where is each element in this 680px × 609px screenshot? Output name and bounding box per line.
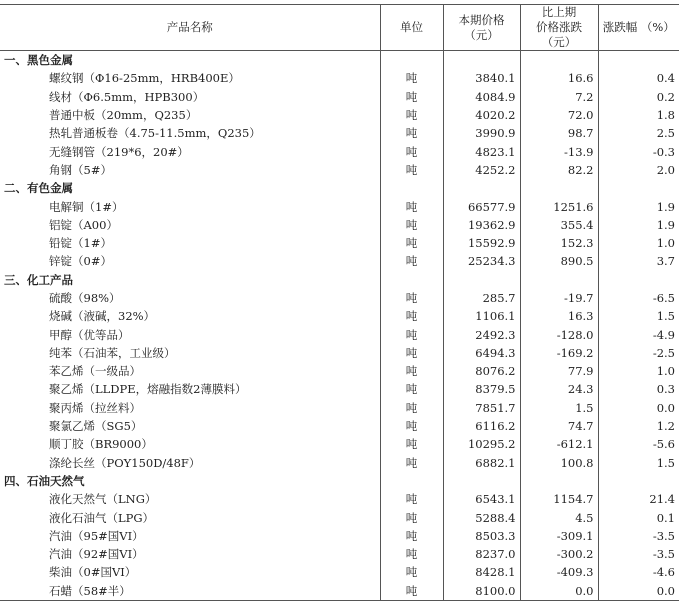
product-name-text: 液化天然气（LNG）	[49, 492, 157, 507]
category-price-cell	[443, 51, 520, 70]
change-percent-cell: 2.5	[598, 124, 679, 142]
category-change-cell	[520, 51, 598, 70]
current-price-cell: 285.7	[443, 289, 520, 307]
product-name-text: 涤纶长丝（POY150D/48F）	[49, 455, 201, 470]
product-name-text: 锌锭（0#）	[49, 254, 112, 269]
product-name	[0, 124, 380, 142]
price-change-cell: -309.1	[520, 527, 598, 545]
table-row	[0, 252, 679, 270]
product-name	[0, 582, 380, 601]
category-price-cell	[443, 472, 520, 490]
table-row	[0, 582, 679, 601]
category-change-cell	[520, 179, 598, 197]
change-percent-cell: 1.5	[598, 307, 679, 325]
price-change-cell: 1.5	[520, 399, 598, 417]
product-name-text: 聚丙烯（拉丝料）	[49, 400, 141, 415]
header-current-price-line2: （元）	[464, 27, 499, 42]
price-change-cell: 890.5	[520, 252, 598, 270]
product-name-text: 顺丁胶（BR9000）	[49, 437, 153, 452]
change-percent-cell: -0.3	[598, 142, 679, 160]
price-change-cell: 100.8	[520, 454, 598, 472]
table-row	[0, 216, 679, 234]
table-row	[0, 142, 679, 160]
current-price-cell: 1106.1	[443, 307, 520, 325]
change-percent-cell: 3.7	[598, 252, 679, 270]
product-name	[0, 161, 380, 179]
category-name	[0, 472, 380, 490]
current-price-cell: 4823.1	[443, 142, 520, 160]
product-name-text: 聚氯乙烯（SG5）	[49, 419, 143, 434]
change-percent-cell: -2.5	[598, 344, 679, 362]
unit-cell: 吨	[380, 88, 443, 106]
category-pct-cell	[598, 271, 679, 289]
category-name-text: 四、石油天然气	[4, 473, 85, 488]
product-name-text: 柴油（0#国VI）	[49, 565, 137, 580]
unit-cell: 吨	[380, 508, 443, 526]
category-unit-cell	[380, 472, 443, 490]
product-name	[0, 325, 380, 343]
unit-cell: 吨	[380, 362, 443, 380]
change-percent-cell: -5.6	[598, 435, 679, 453]
product-name-text: 汽油（95#国VI）	[49, 528, 144, 543]
current-price-cell: 19362.9	[443, 216, 520, 234]
current-price-cell: 6543.1	[443, 490, 520, 508]
table-row	[0, 435, 679, 453]
unit-cell: 吨	[380, 289, 443, 307]
category-name-text: 二、有色金属	[4, 181, 73, 196]
price-change-cell: -13.9	[520, 142, 598, 160]
product-name-text: 无缝钢管（219*6，20#）	[49, 144, 189, 159]
product-name-text: 石蜡（58#半）	[49, 583, 131, 598]
table-row	[0, 234, 679, 252]
category-name-text: 一、黑色金属	[4, 53, 73, 68]
product-name	[0, 289, 380, 307]
table-row	[0, 289, 679, 307]
unit-cell: 吨	[380, 252, 443, 270]
price-change-cell: 16.3	[520, 307, 598, 325]
change-percent-cell: 21.4	[598, 490, 679, 508]
price-change-cell: 24.3	[520, 380, 598, 398]
change-percent-cell: 2.0	[598, 161, 679, 179]
header-price-change-line1: 比上期	[541, 5, 577, 19]
change-percent-cell: 0.0	[598, 399, 679, 417]
current-price-cell: 4084.9	[443, 88, 520, 106]
product-name-text: 线材（Φ6.5mm，HPB300）	[49, 89, 205, 104]
unit-cell: 吨	[380, 545, 443, 563]
unit-cell: 吨	[380, 399, 443, 417]
current-price-cell: 8076.2	[443, 362, 520, 380]
table-row	[0, 362, 679, 380]
change-percent-cell: 0.1	[598, 508, 679, 526]
product-name-text: 电解铜（1#）	[49, 199, 124, 214]
product-name-text: 甲醇（优等品）	[49, 327, 130, 342]
table-row	[0, 563, 679, 581]
product-name	[0, 417, 380, 435]
header-unit	[380, 5, 443, 51]
table-row	[0, 508, 679, 526]
product-name-text: 螺纹钢（Φ16-25mm，HRB400E）	[49, 71, 240, 86]
category-name	[0, 271, 380, 289]
product-name-text: 热轧普通板卷（4.75-11.5mm，Q235）	[49, 126, 261, 141]
unit-cell: 吨	[380, 490, 443, 508]
table-row	[0, 307, 679, 325]
current-price-cell: 4020.2	[443, 106, 520, 124]
category-change-cell	[520, 271, 598, 289]
product-name	[0, 216, 380, 234]
current-price-cell: 15592.9	[443, 234, 520, 252]
header-current-price-line1: 本期价格	[458, 12, 505, 27]
change-percent-cell: 1.9	[598, 197, 679, 215]
unit-cell: 吨	[380, 380, 443, 398]
current-price-cell: 7851.7	[443, 399, 520, 417]
category-unit-cell	[380, 271, 443, 289]
product-name	[0, 527, 380, 545]
product-name-text: 普通中板（20mm，Q235）	[49, 108, 198, 123]
current-price-cell: 8237.0	[443, 545, 520, 563]
change-percent-cell: -3.5	[598, 545, 679, 563]
table-row	[0, 490, 679, 508]
category-change-cell	[520, 472, 598, 490]
category-name	[0, 179, 380, 197]
header-change-percent	[598, 5, 679, 51]
table-row	[0, 545, 679, 563]
current-price-cell: 3840.1	[443, 69, 520, 87]
category-pct-cell	[598, 179, 679, 197]
product-name	[0, 344, 380, 362]
unit-cell: 吨	[380, 106, 443, 124]
price-change-cell: -169.2	[520, 344, 598, 362]
price-change-cell: -128.0	[520, 325, 598, 343]
category-price-cell	[443, 271, 520, 289]
unit-cell: 吨	[380, 417, 443, 435]
product-name	[0, 142, 380, 160]
product-name-text: 铅锭（1#）	[49, 236, 112, 251]
price-change-cell: 98.7	[520, 124, 598, 142]
change-percent-cell: -4.9	[598, 325, 679, 343]
price-change-cell: 355.4	[520, 216, 598, 234]
change-percent-cell: 1.2	[598, 417, 679, 435]
product-name	[0, 88, 380, 106]
table-row	[0, 380, 679, 398]
price-change-cell: 1154.7	[520, 490, 598, 508]
change-percent-cell: 1.0	[598, 234, 679, 252]
product-name	[0, 563, 380, 581]
change-percent-cell: 0.0	[598, 582, 679, 601]
current-price-cell: 8428.1	[443, 563, 520, 581]
table-row	[0, 197, 679, 215]
price-change-cell: -300.2	[520, 545, 598, 563]
product-name	[0, 435, 380, 453]
unit-cell: 吨	[380, 216, 443, 234]
table-row	[0, 399, 679, 417]
unit-cell: 吨	[380, 142, 443, 160]
price-change-cell: 82.2	[520, 161, 598, 179]
change-percent-cell: -6.5	[598, 289, 679, 307]
unit-cell: 吨	[380, 527, 443, 545]
product-name	[0, 307, 380, 325]
product-name-text: 聚乙烯（LLDPE，熔融指数2薄膜料）	[49, 382, 247, 397]
price-change-cell: -19.7	[520, 289, 598, 307]
category-pct-cell	[598, 472, 679, 490]
unit-cell: 吨	[380, 234, 443, 252]
header-price-change-line3: （元）	[541, 35, 577, 49]
table-row	[0, 161, 679, 179]
current-price-cell: 8503.3	[443, 527, 520, 545]
category-row	[0, 179, 679, 197]
product-name-text: 硫酸（98%）	[49, 291, 121, 305]
price-change-cell: 1251.6	[520, 197, 598, 215]
category-row	[0, 51, 679, 70]
unit-cell: 吨	[380, 161, 443, 179]
header-price-change-line2: 价格涨跌	[536, 20, 582, 34]
product-name	[0, 399, 380, 417]
unit-cell: 吨	[380, 563, 443, 581]
table-row	[0, 344, 679, 362]
price-table	[0, 4, 679, 601]
header-product-name-text: 产品名称	[166, 20, 213, 34]
header-row	[0, 5, 679, 51]
header-unit-text: 单位	[400, 20, 423, 34]
table-body	[0, 51, 679, 601]
unit-cell: 吨	[380, 197, 443, 215]
product-name	[0, 197, 380, 215]
product-name-text: 烧碱（液碱，32%）	[49, 309, 156, 324]
current-price-cell: 8100.0	[443, 582, 520, 601]
category-row	[0, 271, 679, 289]
category-unit-cell	[380, 51, 443, 70]
table-row	[0, 417, 679, 435]
change-percent-cell: 1.5	[598, 454, 679, 472]
price-change-cell: 152.3	[520, 234, 598, 252]
table-row	[0, 124, 679, 142]
product-name-text: 苯乙烯（一级品）	[49, 364, 141, 379]
current-price-cell: 8379.5	[443, 380, 520, 398]
current-price-cell: 66577.9	[443, 197, 520, 215]
product-name	[0, 380, 380, 398]
category-row	[0, 472, 679, 490]
category-price-cell	[443, 179, 520, 197]
change-percent-cell: -4.6	[598, 563, 679, 581]
current-price-cell: 25234.3	[443, 252, 520, 270]
product-name	[0, 508, 380, 526]
product-name-text: 液化石油气（LPG）	[49, 510, 155, 525]
current-price-cell: 6116.2	[443, 417, 520, 435]
unit-cell: 吨	[380, 344, 443, 362]
price-change-cell: 77.9	[520, 362, 598, 380]
category-pct-cell	[598, 51, 679, 70]
unit-cell: 吨	[380, 124, 443, 142]
table-row	[0, 106, 679, 124]
change-percent-cell: -3.5	[598, 527, 679, 545]
unit-cell: 吨	[380, 435, 443, 453]
current-price-cell: 6882.1	[443, 454, 520, 472]
current-price-cell: 10295.2	[443, 435, 520, 453]
change-percent-cell: 0.3	[598, 380, 679, 398]
change-percent-cell: 0.4	[598, 69, 679, 87]
product-name	[0, 69, 380, 87]
table-row	[0, 527, 679, 545]
change-percent-cell: 0.2	[598, 88, 679, 106]
price-change-cell: 16.6	[520, 69, 598, 87]
current-price-cell: 5288.4	[443, 508, 520, 526]
product-name	[0, 234, 380, 252]
product-name-text: 角钢（5#）	[49, 162, 112, 177]
header-change-percent-text: 涨跌幅 （%）	[602, 20, 675, 34]
product-name	[0, 545, 380, 563]
price-change-cell: 7.2	[520, 88, 598, 106]
unit-cell: 吨	[380, 69, 443, 87]
price-change-cell: 72.0	[520, 106, 598, 124]
table-header	[0, 5, 679, 51]
header-product-name	[0, 5, 380, 51]
product-name-text: 汽油（92#国VI）	[49, 547, 144, 562]
price-change-cell: -612.1	[520, 435, 598, 453]
change-percent-cell: 1.8	[598, 106, 679, 124]
category-name	[0, 51, 380, 70]
table-row	[0, 454, 679, 472]
product-name	[0, 252, 380, 270]
unit-cell: 吨	[380, 582, 443, 601]
product-name	[0, 362, 380, 380]
unit-cell: 吨	[380, 325, 443, 343]
price-change-cell: 74.7	[520, 417, 598, 435]
unit-cell: 吨	[380, 307, 443, 325]
product-name	[0, 454, 380, 472]
table-row	[0, 325, 679, 343]
header-current-price	[443, 5, 520, 51]
price-change-cell: 0.0	[520, 582, 598, 601]
price-change-cell: 4.5	[520, 508, 598, 526]
table-row	[0, 88, 679, 106]
current-price-cell: 2492.3	[443, 325, 520, 343]
product-name	[0, 106, 380, 124]
product-name-text: 铝锭（A00）	[49, 217, 118, 232]
category-name-text: 三、化工产品	[4, 272, 73, 287]
product-name	[0, 490, 380, 508]
current-price-cell: 6494.3	[443, 344, 520, 362]
category-unit-cell	[380, 179, 443, 197]
table-row	[0, 69, 679, 87]
product-name-text: 纯苯（石油苯，工业级）	[49, 345, 176, 360]
change-percent-cell: 1.9	[598, 216, 679, 234]
header-price-change	[520, 5, 598, 51]
current-price-cell: 4252.2	[443, 161, 520, 179]
change-percent-cell: 1.0	[598, 362, 679, 380]
unit-cell: 吨	[380, 454, 443, 472]
price-change-cell: -409.3	[520, 563, 598, 581]
current-price-cell: 3990.9	[443, 124, 520, 142]
